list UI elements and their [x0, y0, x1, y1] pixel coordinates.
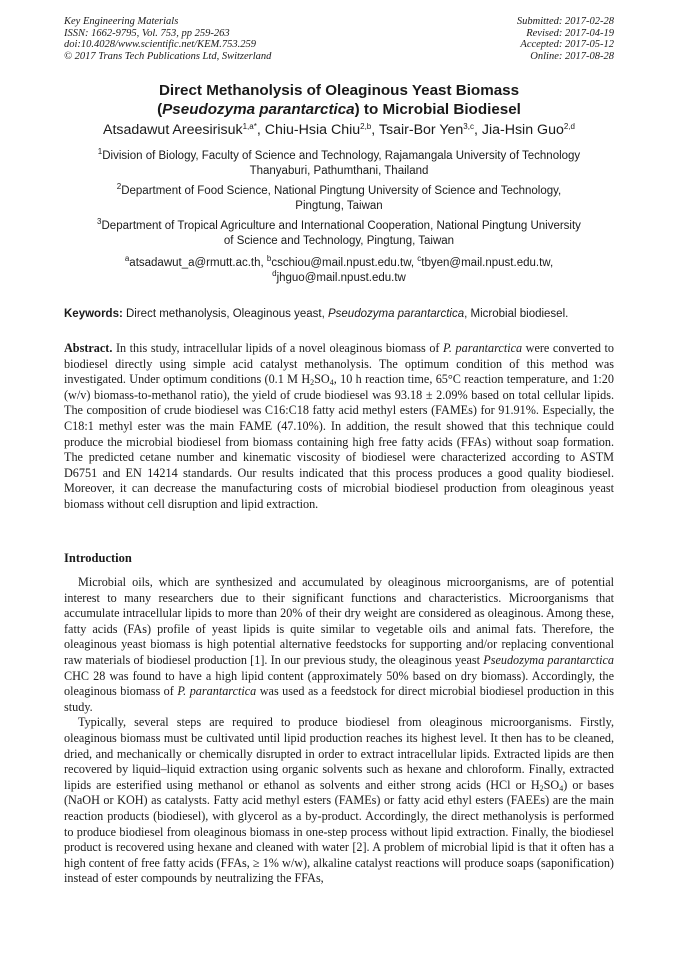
introduction-body	[64, 575, 614, 887]
affiliation-location: of Science and Technology, Pingtung, Taiwan	[223, 235, 455, 247]
email-marker: b	[266, 254, 272, 263]
author-list: Atsadawut Areesirisuk$^{1,a*}$, Chiu-Hsia Chiu$^{2,b}$, Tsair-Bor Yen$^{3,c}$, Jia-Hsin Guo$^{2,d}$	[103, 122, 575, 138]
intro-paragraph-2	[64, 715, 614, 887]
affiliation-line	[64, 184, 614, 199]
affiliation-text: Division of Biology, Faculty of Science and Technology, Rajamangala University of Technology	[102, 150, 581, 162]
email-line	[64, 271, 614, 286]
title-paren: (	[157, 101, 163, 118]
affiliation-marker: 1	[97, 147, 103, 156]
email-marker: a	[124, 254, 130, 263]
affiliation-line	[64, 219, 614, 234]
paragraph-text: SO	[543, 777, 560, 792]
date-accepted: Accepted: 2017-05-12	[520, 39, 614, 51]
species-name: Pseudozyma parantarctica	[483, 652, 615, 667]
affiliation-location: Thanyaburi, Pathumthani, Thailand	[249, 165, 429, 177]
journal-name: Key Engineering Materials	[64, 16, 179, 27]
affiliation-1	[64, 149, 614, 179]
affiliation-marker: 3	[97, 217, 102, 226]
affiliation-text: Department of Tropical Agriculture and International Cooperation, National Pingtung University	[101, 220, 581, 232]
dates-header	[374, 16, 614, 62]
abstract-text: SO	[314, 372, 330, 387]
title-line-2	[64, 100, 614, 119]
email-link[interactable]: atsadawut_a@rmutt.ac.th,	[129, 257, 267, 269]
abstract-text: were converted to biodiesel directly using simple acid catalyst methanolysis. The optimum condition of this method was investigated. Under optimum conditions (0.1 M H	[64, 341, 614, 387]
date-revised: Revised: 2017-04-19	[526, 27, 614, 39]
email-link[interactable]: cschiou@mail.npust.edu.tw,	[271, 257, 418, 269]
keywords-text: Direct methanolysis, Oleaginous yeast,	[122, 308, 328, 320]
subscript: 2	[539, 783, 544, 793]
keywords-label: Keywords:	[64, 308, 123, 320]
keywords	[64, 307, 616, 322]
journal-doi[interactable]: doi:10.4028/www.scientific.net/KEM.753.259	[64, 39, 256, 51]
title-rest: ) to Microbial Biodiesel	[354, 101, 521, 118]
email-link[interactable]: tbyen@mail.npust.edu.tw,	[421, 257, 554, 269]
journal-copyright: © 2017 Trans Tech Publications Ltd, Switzerland	[64, 50, 272, 62]
author-name: Tsair-Bor Yen	[378, 122, 464, 138]
journal-header	[64, 16, 364, 62]
affiliation-2	[64, 184, 614, 214]
abstract-species: P. parantarctica	[443, 341, 523, 355]
email-marker: c	[417, 254, 422, 263]
abstract-label: Abstract.	[64, 341, 113, 355]
intro-paragraph-1	[64, 575, 614, 715]
paper-title	[64, 81, 614, 119]
email-marker: d	[272, 269, 277, 278]
abstract-text: In this study, intracellular lipids of a novel oleaginous biomass of	[112, 341, 444, 355]
subscript: 4	[559, 783, 564, 793]
paragraph-text: CHC 28 was found to have a high lipid content (approximately 50% based on dry biomass). Accordingly, the oleaginous biomass of	[64, 668, 614, 699]
abstract-text: , 10 h reaction time, 65°C reaction temperature, and 1:20 (w/v) biomass-to-methanol ratio), the yield of crude biodiesel was 93.18 ± 2.09% based on total cellular lipids. The composition of crude biodiesel was C16:C18 fatty acid methyl esters (FAMEs) for 91.91%. Especially, the C18:1 methyl ester was the main FAME (47.10%). In addition, the result showed that this technique could produce the microbial biodiesel from biomass containing high free fatty acids (FFAs) without soap formation. The predicted cetane number and kinematic viscosity of biodiesel were characterized according to ASTM D6751 and EN 14214 standards. Our results indicated that this process produces a good quality biodiesel. Moreover, it can decrease the manufacturing costs of microbial biodiesel production from oleaginous yeast biomass without cell disruption and lipid extraction.	[64, 372, 614, 511]
paragraph-text: ) or bases (NaOH or KOH) as catalysts. Fatty acid methyl esters (FAMEs) or fatty acid ethyl esters (FAEEs) are the main reaction products (biodiesel), with glycerol as a by-product. Accordingly, the direct methanolysis is performed to produce biodiesel from oleaginous biomass in one-step process without lipid extraction. Finally, the biodiesel product is recovered using hexane and cleaned with water [2]. A problem of microbial lipid is that it often has a high content of free fatty acids (FFAs, ≥ 1% w/w), alkaline catalyst reactions will produce soaps (saponification) instead of ester compounds by neutralizing the FFAs,	[64, 777, 615, 886]
paragraph-text: was used as a feedstock for direct microbial biodiesel production in this study.	[64, 684, 614, 714]
subscript: 4	[329, 378, 334, 388]
subscript: 2	[310, 378, 315, 388]
keywords-text-end: , Microbial biodiesel.	[464, 308, 569, 320]
author-marker: 3,c	[463, 122, 474, 131]
author-name: Chiu-Hsia Chiu	[264, 122, 361, 138]
affiliation-location: Pingtung, Taiwan	[295, 200, 383, 212]
email-line	[64, 256, 614, 271]
title-species: Pseudozyma parantarctica	[162, 101, 355, 118]
date-submitted: Submitted: 2017-02-28	[516, 16, 614, 27]
affiliation-3	[64, 219, 614, 249]
author-name: Atsadawut Areesirisuk	[103, 122, 243, 138]
author-marker: 2,b	[360, 122, 372, 131]
affiliation-line	[64, 149, 614, 164]
paragraph-text: Microbial oils, which are synthesized and accumulated by oleaginous microorganisms, are of potential interest to many researchers due to their significant functions and characteristics. Microorganisms that accumulate intracellular lipids to more than 20% of their dry weight are considered as oleaginous. Among these, fatty acids (FAs) profile of yeast lipids is quite similar to vegetable oils and animal fats. Therefore, the oleaginous yeast biomass is high potential alternative feedstocks for supporting and/or replacing conventional raw materials of biodiesel production [1]. In our previous study, the oleaginous yeast	[64, 575, 614, 667]
title-line-1: Direct Methanolysis of Oleaginous Yeast Biomass	[158, 82, 520, 99]
affiliation-marker: 2	[116, 182, 122, 191]
journal-issn: ISSN: 1662-9795, Vol. 753, pp 259-263	[64, 27, 230, 39]
affiliation-text: Department of Food Science, National Pingtung University of Science and Technology,	[121, 185, 562, 197]
author-marker: 2,d	[563, 122, 575, 131]
keywords-species: Pseudozyma parantarctica	[327, 308, 465, 320]
author-marker: 1,a*	[242, 122, 257, 131]
abstract	[64, 341, 614, 513]
author-name: Jia-Hsin Guo	[481, 122, 564, 138]
paragraph-text: Typically, several steps are required to produce biodiesel from oleaginous microorganisms. Firstly, oleaginous biomass must be cultivated until lipid production reaches its highest level. It then has to be cleaned, dried, and mechanically or chemically disrupted in order to extract intracellular lipids. Extracted lipids are then recovered by liquid–liquid extraction using organic solvents such as hexane and chloroform. Finally, extracted lipids are esterified using methanol or ethanol as solvents and either strong acids (HCl or H	[64, 715, 614, 792]
section-heading-introduction: Introduction	[64, 551, 132, 565]
species-name: P. parantarctica	[177, 684, 257, 699]
email-link[interactable]: jhguo@mail.npust.edu.tw	[276, 272, 406, 284]
author-emails	[64, 256, 614, 286]
date-online: Online: 2017-08-28	[530, 50, 614, 62]
